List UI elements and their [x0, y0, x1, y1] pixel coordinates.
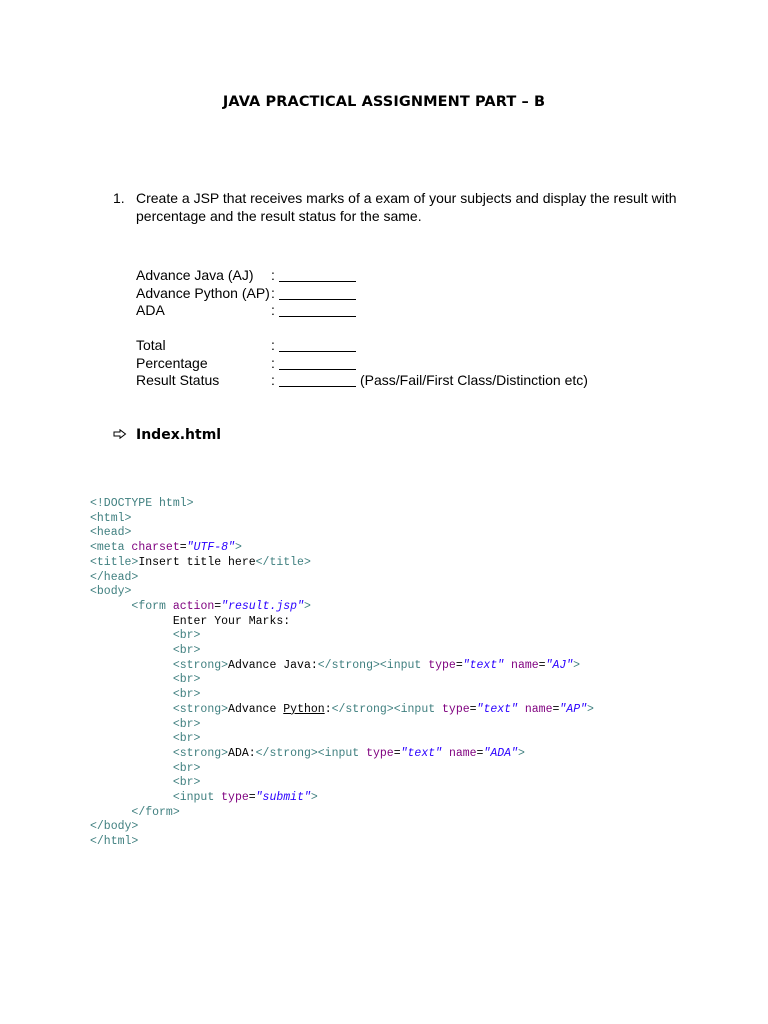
- code-token: name: [511, 658, 539, 672]
- field-row: [136, 267, 356, 285]
- code-token: "ADA": [483, 746, 518, 760]
- code-token: <title>: [90, 555, 139, 569]
- field-blank: [279, 286, 356, 300]
- code-token: Enter Your Marks:: [172, 614, 291, 628]
- field-colon: :: [271, 354, 275, 371]
- code-token: </head>: [90, 570, 139, 584]
- code-token: >: [234, 541, 242, 555]
- field-label: Advance Java (AJ): [136, 267, 254, 283]
- field-label: Percentage: [136, 354, 208, 371]
- code-token: </body>: [90, 820, 139, 834]
- code-token: <!DOCTYPE html>: [90, 497, 194, 510]
- code-token: "AJ": [545, 658, 574, 672]
- section-heading: [113, 427, 221, 443]
- code-token: Advance Java:: [228, 658, 318, 672]
- code-token: "UTF-8": [186, 541, 235, 555]
- field-row: [136, 355, 588, 373]
- code-token: "text": [476, 702, 518, 716]
- code-token: type: [221, 791, 249, 805]
- code-token: >: [304, 599, 311, 613]
- field-label: Result Status: [136, 372, 220, 389]
- code-token: <input: [172, 791, 222, 805]
- code-token: type: [366, 746, 394, 760]
- code-token: type: [442, 702, 470, 716]
- code-token: <strong>: [172, 702, 229, 716]
- code-token: </strong>: [331, 702, 394, 716]
- code-token: <head>: [90, 526, 132, 540]
- field-blank: [279, 373, 356, 387]
- field-colon: :: [271, 284, 275, 301]
- question-text: Create a JSP that receives marks of a exam of your subjects and display the result with percentage and the result status for the same.: [136, 190, 677, 224]
- code-token: "AP": [559, 702, 587, 716]
- field-row: [136, 372, 588, 390]
- code-token: </html>: [90, 835, 139, 849]
- code-token: <strong>: [172, 658, 229, 672]
- code-token: <form: [131, 599, 173, 613]
- section-heading-text: Index.html: [136, 427, 222, 443]
- code-token: </title>: [255, 555, 311, 569]
- code-token: <br>: [172, 688, 201, 702]
- code-token: <br>: [172, 629, 201, 643]
- code-token: type: [428, 658, 456, 672]
- field-row: [136, 302, 356, 320]
- code-block: <!DOCTYPE html> <html> <head> <meta charset="UTF-8"> <title>Insert title here</title> </head> <body> <form action="result.jsp"> Enter Your Marks: <br> <br> <strong>Advance Java:</strong><input type="text" name="AJ"> <br> <br> <strong>Advance Python:</strong><input type="text" name="AP"> <br> <br> <strong>ADA:</strong><input type="text" name="ADA"> <br> <br> <input type="submit"> </form> </body> </html>: [90, 497, 594, 849]
- code-token: <input: [379, 658, 429, 672]
- field-blank: [279, 268, 356, 282]
- result-fields: [136, 337, 588, 390]
- field-blank: [279, 303, 356, 317]
- field-colon: :: [271, 372, 275, 389]
- code-token: ADA:: [228, 746, 256, 760]
- field-row: [136, 285, 356, 303]
- marks-fields: [136, 267, 356, 320]
- code-token: >: [310, 791, 318, 805]
- code-token: </strong>: [255, 746, 318, 760]
- code-token: action: [172, 599, 215, 613]
- field-label: ADA: [136, 302, 165, 319]
- field-label: Total: [136, 337, 166, 353]
- field-colon: :: [271, 337, 275, 353]
- field-row: [136, 337, 588, 355]
- code-token: </strong>: [317, 658, 380, 672]
- field-blank: [279, 356, 356, 370]
- code-token: Insert title here: [138, 555, 256, 569]
- code-token: "submit": [255, 791, 311, 805]
- code-token: name: [448, 746, 477, 760]
- code-token: name: [524, 702, 553, 716]
- field-colon: :: [271, 302, 275, 319]
- code-token: :: [324, 702, 332, 716]
- code-token: <body>: [90, 585, 132, 599]
- code-token: Python: [283, 702, 325, 716]
- code-token: charset: [131, 541, 180, 555]
- code-token: <br>: [172, 717, 201, 731]
- code-token: <meta: [90, 541, 132, 555]
- code-token: >: [573, 658, 581, 672]
- code-token: "text": [400, 746, 443, 760]
- code-token: <input: [317, 746, 367, 760]
- page-title: JAVA PRACTICAL ASSIGNMENT PART – B: [222, 94, 546, 110]
- question-number: 1.: [113, 190, 125, 206]
- hollow-right-arrow-icon: [113, 428, 136, 443]
- code-token: <strong>: [172, 746, 229, 760]
- code-token: Advance: [228, 702, 284, 716]
- field-blank: [279, 338, 356, 352]
- code-token: "text": [462, 658, 505, 672]
- code-token: <html>: [90, 511, 132, 525]
- code-token: <br>: [172, 644, 201, 658]
- code-token: >: [517, 746, 525, 760]
- code-token: <br>: [172, 761, 201, 775]
- field-label: Advance Python (AP): [136, 284, 270, 301]
- code-token: <input: [393, 702, 443, 716]
- code-token: <br>: [172, 776, 201, 790]
- field-colon: :: [271, 267, 275, 283]
- code-token: <br>: [172, 673, 201, 687]
- code-token: "result.jsp": [221, 599, 304, 613]
- code-token: <br>: [172, 732, 201, 746]
- field-note: (Pass/Fail/First Class/Distinction etc): [360, 372, 588, 389]
- code-token: >: [587, 702, 594, 716]
- code-token: </form>: [131, 805, 180, 819]
